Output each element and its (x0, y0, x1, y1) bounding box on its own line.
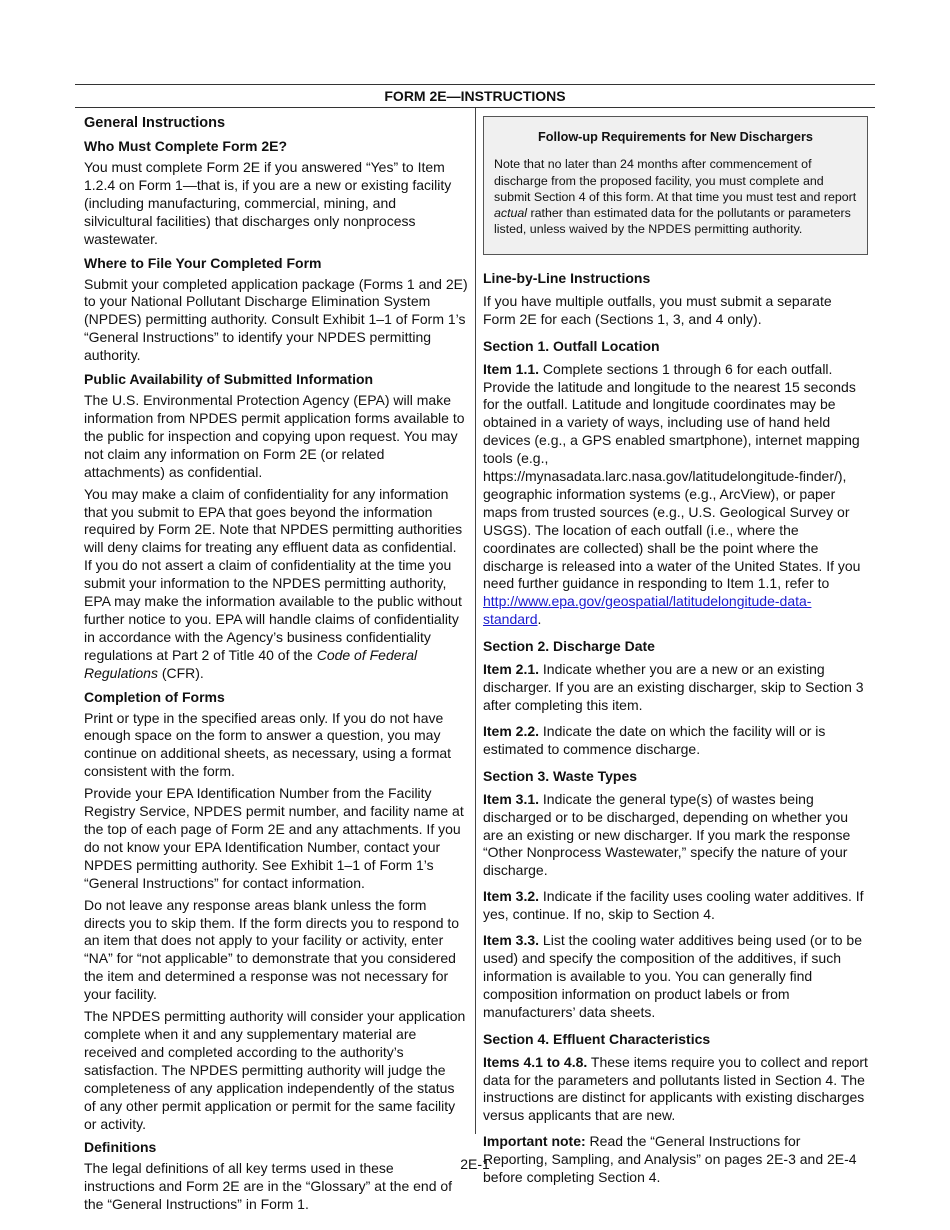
line-by-line-heading: Line-by-Line Instructions (483, 269, 651, 286)
completion-text-2: Provide your EPA Identification Number from the Facility Registry Service, NPDES permit number, and facility name at the top of each page of Form 2E and any attachments. If you do not know your EPA Identification Number, contact your NPDES permitting authority. See Exhibit 1–1 of Form 1’s “General Instructions” for contact information. (84, 785, 464, 891)
general-instructions-heading: General Instructions (84, 115, 226, 131)
page-title: FORM 2E—INSTRUCTIONS (75, 84, 875, 108)
who-must-complete-text: You must complete Form 2E if you answered “Yes” to Item 1.2.4 on Form 1—that is, if you are a new or existing facility (including manufacturing, commercial, mining, and silvicultural facilities) that discharges only nonprocess wastewater. (84, 159, 452, 247)
completion-text-1: Print or type in the specified areas only. If you do not have enough space on the form to answer a question, you may continue on additional sheets, as necessary, using a format consistent with the form. (84, 709, 452, 780)
item-2-2-text: Item 2.2. Indicate the date on which the facility will or is estimated to commence discharge. (483, 722, 826, 757)
follow-up-requirements-box (483, 116, 868, 255)
where-to-file-text: Submit your completed application package (Forms 1 and 2E) to your National Pollutant Discharge Elimination System (NPDES) permitting authority. Consult Exhibit 1–1 of Form 1’s “General Instructions” to identify your NPDES permitting authority. (84, 275, 468, 364)
public-availability-text-1: The U.S. Environmental Protection Agency (EPA) will make information from NPDES permit application forms available to the public for inspection and copying upon request. You may not claim any information on Form 2E (or related attachments) as confidential. (84, 392, 465, 480)
important-note-text: Important note: Read the “General Instructions for Reporting, Sampling, and Analysis” on pages 2E-3 and 2E-4 before completing Section 4. (483, 1133, 857, 1186)
line-by-line-text: If you have multiple outfalls, you must submit a separate Form 2E for each (Sections 1, 3, and 4 only). (483, 292, 832, 327)
section-3-heading: Section 3. Waste Types (483, 767, 638, 784)
follow-up-box-text: Note that no later than 24 months after commencement of discharge from the proposed facility, you must complete and submit Section 4 of this form. At that time you must test and report actual rather than estimated data for the pollutants or parameters listed, unless waived by the NPDES permitting authority. (494, 157, 857, 237)
latlong-standard-link[interactable]: http://www.epa.gov/geospatial/latitudelongitude-data-standard (483, 593, 812, 628)
section-4-heading: Section 4. Effluent Characteristics (483, 1030, 711, 1047)
section-1-heading: Section 1. Outfall Location (483, 337, 660, 354)
item-3-1-text: Item 3.1. Indicate the general type(s) of wastes being discharged or to be discharged, depending on whether you are an existing or new discharger. If you mark the response “Other Nonprocess Wastewater,” specify the nature of your discharge. (483, 790, 851, 879)
definitions-heading: Definitions (84, 1139, 157, 1156)
completion-text-4: The NPDES permitting authority will consider your application complete when it and any supplementary material are received and completed according to the authority’s satisfaction. The NPDES permitting authority will judge the completeness of any application independently of the status of any other permit application or permit for the same facility or activity. (84, 1008, 466, 1132)
column-divider (475, 108, 476, 1134)
completion-text-3: Do not leave any response areas blank unless the form directs you to skip them. If the form directs you to respond to an item that does not apply to your facility or activity, enter “NA” for “not applicable” to demonstrate that you considered the item and determined a response was not necessary for your facility. (84, 896, 460, 1003)
public-availability-text-2: You may make a claim of confidentiality for any information that you submit to EPA that goes beyond the information required by Form 2E. Note that NPDES permitting authorities will deny claims for treating any effluent data as confidential. If you do not assert a claim of confidentiality at the time you submit your information to the NPDES permitting authority, EPA may make the information available to the public without further notice to you. EPA will handle claims of confidentiality in accordance with the Agency’s business confidentiality regulations at Part 2 of Title 40 of the Code of Federal Regulations (CFR). (84, 485, 463, 681)
where-to-file-heading: Where to File Your Completed Form (84, 254, 322, 271)
definitions-text: The legal definitions of all key terms used in these instructions and Form 2E are in the “Glossary” at the end of the “General Instructions” in Form 1. (84, 1160, 453, 1213)
item-3-3-text: Item 3.3. List the cooling water additives being used (or to be used) and specify the composition of the additives, if such information is available to you. You can generally find composition information on product labels or from manufacturers’ data sheets. (483, 932, 863, 1020)
item-3-2-text: Item 3.2. Indicate if the facility uses cooling water additives. If yes, continue. If no, skip to Section 4. (483, 888, 864, 923)
public-availability-heading: Public Availability of Submitted Information (84, 371, 374, 388)
section-2-heading: Section 2. Discharge Date (483, 638, 655, 655)
page-number: 2E-1 (460, 1156, 490, 1172)
follow-up-box-title: Follow-up Requirements for New Dischargers (538, 130, 813, 144)
item-1-1-text: Item 1.1. Complete sections 1 through 6 for each outfall. Provide the latitude and longitude to the nearest 15 seconds for the outfall. Latitude and longitude coordinates may be obtained in a variety of ways, including use of hand held devices (e.g., a GPS enabled smartphone), internet mapping tools (e.g., https://mynasadata.larc.nasa.gov/latitudelongitude-finder/), geographic information systems (e.g., ArcView), or paper maps from trusted sources (e.g., U.S. Geological Survey or USGS). The location of each outfall (i.e., where the coordinates are collected) shall be the point where the discharge is released into a water of the United States. If you need further guidance in responding to Item 1.1, refer to http://www.epa.gov/geospatial/latitudelongitude-data-standard. (483, 360, 861, 628)
completion-of-forms-heading: Completion of Forms (84, 688, 225, 705)
who-must-complete-heading: Who Must Complete Form 2E? (84, 138, 287, 154)
items-4-1-to-4-8-text: Items 4.1 to 4.8. These items require you to collect and report data for the parameters and pollutants listed in Section 4. The instructions are distinct for applicants with existing discharges versus applicants that are new. (483, 1053, 868, 1124)
item-2-1-text: Item 2.1. Indicate whether you are a new or an existing discharger. If you are an existing discharger, skip to Section 3 after completing this item. (483, 661, 864, 713)
left-column (84, 110, 468, 1218)
right-column (483, 110, 868, 1195)
